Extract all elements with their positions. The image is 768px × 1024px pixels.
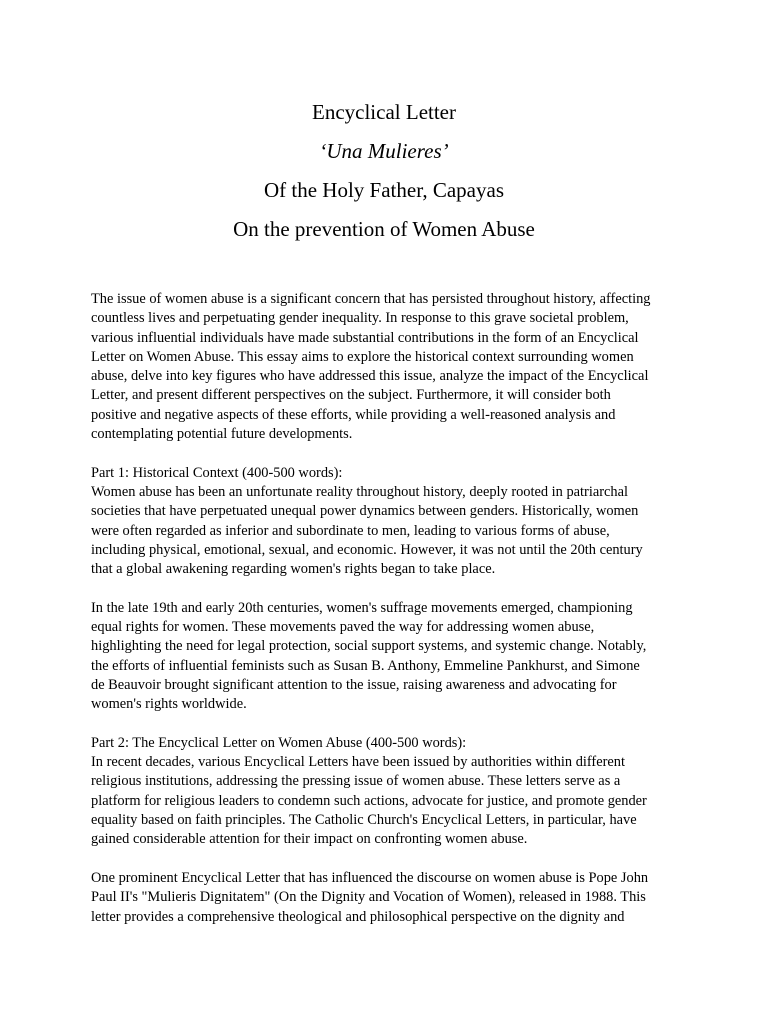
text-line: abuse, delve into key figures who have addressed this issue, analyze the impact of the Encyclical: [91, 368, 649, 385]
text-line: equality based on faith principles. The Catholic Church's Encyclical Letters, in particular, have: [91, 812, 637, 829]
text-line: Women abuse has been an unfortunate reality throughout history, deeply rooted in patriarchal: [91, 483, 628, 500]
document-title: [0, 93, 768, 249]
paragraph-suffrage-movements: [91, 599, 691, 715]
text-line: various influential individuals have made substantial contributions in the form of an Encyclical: [91, 329, 639, 346]
text-line: The issue of women abuse is a significant concern that has persisted throughout history, affecting: [91, 291, 651, 307]
text-line: In recent decades, various Encyclical Letters have been issued by authorities within different: [91, 754, 625, 771]
text-line: platform for religious leaders to condemn such actions, advocate for justice, and promote gender: [91, 792, 647, 809]
text-line: were often regarded as inferior and subordinate to men, leading to various forms of abuse,: [91, 522, 610, 539]
text-line: Letter on Women Abuse. This essay aims to explore the historical context surrounding women: [91, 348, 634, 365]
text-line: women's rights worldwide.: [91, 696, 247, 713]
text-line: highlighting the need for legal protection, social support systems, and systemic change. Notably,: [91, 638, 647, 655]
text-line: contemplating potential future developments.: [91, 426, 353, 443]
text-line: including physical, emotional, sexual, and economic. However, it was not until the 20th century: [91, 541, 643, 558]
paragraph-introduction: [91, 290, 691, 444]
title-line-author: Of the Holy Father, Capayas: [263, 178, 504, 202]
text-line: religious institutions, addressing the pressing issue of women abuse. These letters serve as a: [91, 773, 621, 790]
text-line: societies that have perpetuated unequal power dynamics between genders. Historically, women: [91, 503, 639, 520]
text-line: Letter, and present different perspectives on the subject. Furthermore, it will consider both: [91, 387, 611, 404]
paragraph-historical-context: [91, 464, 691, 580]
text-line: In the late 19th and early 20th centuries, women's suffrage movements emerged, championing: [91, 599, 633, 616]
title-line-letter-type: Encyclical Letter: [312, 100, 456, 124]
paragraph-mulieris-dignitatem: [91, 869, 691, 927]
text-line: gained considerable attention for their impact on confronting women abuse.: [91, 831, 528, 848]
text-line: positive and negative aspects of these efforts, while providing a well-reasoned analysis and: [91, 406, 616, 423]
text-line: countless lives and perpetuating gender inequality. In response to this grave societal problem,: [91, 310, 629, 327]
document-body: [91, 290, 691, 946]
paragraph-encyclical-letter: [91, 734, 691, 850]
text-line: letter provides a comprehensive theological and philosophical perspective on the dignity and: [91, 908, 625, 925]
title-line-letter-name: ‘Una Mulieres’: [319, 139, 449, 163]
text-line: the efforts of influential feminists such as Susan B. Anthony, Emmeline Pankhurst, and Simone: [91, 657, 640, 674]
text-line: de Beauvoir brought significant attention to the issue, raising awareness and advocating for: [91, 676, 617, 693]
text-line: One prominent Encyclical Letter that has influenced the discourse on women abuse is Pope John: [91, 869, 649, 886]
title-line-subject: On the prevention of Women Abuse: [233, 217, 535, 241]
text-line: equal rights for women. These movements paved the way for addressing women abuse,: [91, 619, 595, 636]
section-heading: Part 1: Historical Context (400-500 words):: [91, 464, 343, 481]
text-line: that a global awakening regarding women's rights began to take place.: [91, 561, 496, 578]
text-line: Paul II's "Mulieris Dignitatem" (On the Dignity and Vocation of Women), released in 1988. This: [91, 889, 646, 906]
section-heading: Part 2: The Encyclical Letter on Women Abuse (400-500 words):: [91, 734, 467, 751]
